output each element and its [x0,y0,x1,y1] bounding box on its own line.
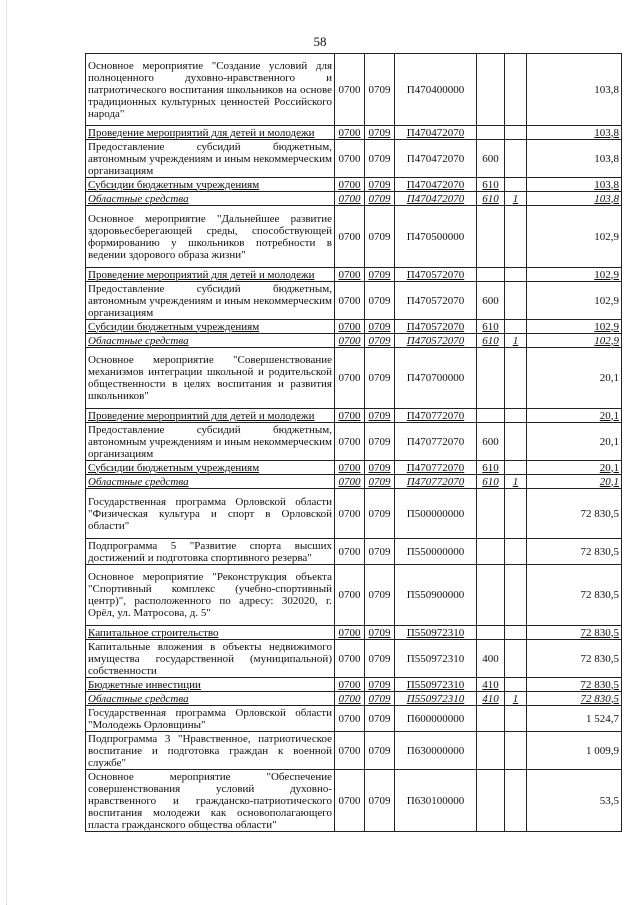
row-name: Основное мероприятие "Дальнейшее развитие здоровьесберегающей среды, способствующей формированию у школьников потребности в ведении здорового образа жизни" [86,206,335,268]
table-row [86,348,622,409]
row-name: Основное мероприятие "Совершенствование механизмов интеграции школьной и родительской общественности в целях воспитания и развития школьников" [86,348,335,409]
row-target-article: П470772070 [395,475,477,489]
row-name: Бюджетные инвестиции [86,678,335,692]
row-funding-source [505,489,527,539]
row-funding-source [505,268,527,282]
row-funding-source [505,565,527,626]
row-expense-type [477,489,505,539]
row-target-article: П470472070 [395,178,477,192]
table-row [86,626,622,640]
table-row [86,206,622,268]
table-row [86,282,622,320]
row-funding-source [505,678,527,692]
row-subsection: 0709 [365,539,395,565]
row-subsection: 0709 [365,678,395,692]
row-target-article: П550972310 [395,626,477,640]
row-section: 0700 [335,706,365,732]
row-subsection: 0709 [365,475,395,489]
row-target-article: П470572070 [395,334,477,348]
table-row [86,423,622,461]
row-subsection: 0709 [365,192,395,206]
table-row [86,461,622,475]
row-funding-source [505,732,527,770]
row-amount: 72 830,5 [527,640,622,678]
row-section: 0700 [335,539,365,565]
table-row [86,126,622,140]
row-funding-source [505,409,527,423]
row-target-article: П550972310 [395,640,477,678]
row-funding-source [505,206,527,268]
row-name: Субсидии бюджетным учреждениям [86,461,335,475]
row-target-article: П470772070 [395,423,477,461]
row-subsection: 0709 [365,640,395,678]
row-name: Предоставление субсидий бюджетным, автономным учреждениям и иным некоммерческим организациям [86,423,335,461]
table-row [86,539,622,565]
row-funding-source [505,126,527,140]
row-amount: 72 830,5 [527,678,622,692]
table-row [86,678,622,692]
row-funding-source [505,706,527,732]
row-section: 0700 [335,126,365,140]
row-target-article: П470772070 [395,461,477,475]
row-expense-type: 610 [477,461,505,475]
row-section: 0700 [335,320,365,334]
row-subsection: 0709 [365,268,395,282]
table-row [86,732,622,770]
row-expense-type [477,770,505,832]
row-amount: 102,9 [527,320,622,334]
row-funding-source [505,423,527,461]
row-name: Проведение мероприятий для детей и молодежи [86,409,335,423]
row-amount: 72 830,5 [527,692,622,706]
row-expense-type [477,565,505,626]
row-funding-source [505,461,527,475]
row-amount: 103,8 [527,192,622,206]
row-amount: 1 524,7 [527,706,622,732]
row-section: 0700 [335,54,365,126]
row-funding-source: 1 [505,692,527,706]
row-expense-type: 400 [477,640,505,678]
row-expense-type [477,348,505,409]
table-row [86,409,622,423]
row-target-article: П470400000 [395,54,477,126]
row-funding-source [505,178,527,192]
row-amount: 102,9 [527,282,622,320]
row-funding-source: 1 [505,334,527,348]
row-name: Субсидии бюджетным учреждениям [86,320,335,334]
row-name: Предоставление субсидий бюджетным, автономным учреждениям и иным некоммерческим организациям [86,140,335,178]
row-section: 0700 [335,626,365,640]
row-section: 0700 [335,206,365,268]
page-edge-shadow [6,0,9,905]
row-funding-source [505,626,527,640]
row-subsection: 0709 [365,178,395,192]
row-subsection: 0709 [365,409,395,423]
row-name: Областные средства [86,334,335,348]
row-target-article: П470572070 [395,320,477,334]
row-amount: 20,1 [527,409,622,423]
row-amount: 72 830,5 [527,489,622,539]
table-row [86,54,622,126]
row-target-article: П470472070 [395,192,477,206]
row-subsection: 0709 [365,423,395,461]
row-expense-type [477,54,505,126]
table-row [86,640,622,678]
row-expense-type: 600 [477,140,505,178]
row-expense-type [477,206,505,268]
row-section: 0700 [335,692,365,706]
row-target-article: П470472070 [395,140,477,178]
row-expense-type: 610 [477,320,505,334]
row-target-article: П500000000 [395,489,477,539]
row-section: 0700 [335,282,365,320]
row-expense-type [477,706,505,732]
row-expense-type: 410 [477,692,505,706]
row-amount: 72 830,5 [527,626,622,640]
table-row [86,706,622,732]
row-target-article: П550972310 [395,692,477,706]
row-subsection: 0709 [365,126,395,140]
row-amount: 103,8 [527,126,622,140]
row-funding-source [505,282,527,320]
row-subsection: 0709 [365,489,395,539]
table-row [86,192,622,206]
row-section: 0700 [335,192,365,206]
row-name: Проведение мероприятий для детей и молодежи [86,126,335,140]
row-name: Предоставление субсидий бюджетным, автономным учреждениям и иным некоммерческим организациям [86,282,335,320]
row-section: 0700 [335,770,365,832]
row-funding-source: 1 [505,475,527,489]
row-expense-type: 610 [477,192,505,206]
page-number: 58 [313,34,327,49]
row-funding-source: 1 [505,192,527,206]
table-row [86,770,622,832]
row-target-article: П470472070 [395,126,477,140]
row-target-article: П630000000 [395,732,477,770]
row-expense-type: 610 [477,178,505,192]
table-row [86,268,622,282]
row-subsection: 0709 [365,54,395,126]
row-funding-source [505,770,527,832]
budget-table [85,53,622,832]
row-amount: 20,1 [527,348,622,409]
row-name: Основное мероприятие "Создание условий для полноценного духовно-нравственного и патриотического воспитания школьников на основе традиционных культурных ценностей Российского народа" [86,54,335,126]
row-subsection: 0709 [365,732,395,770]
row-expense-type [477,126,505,140]
row-target-article: П470572070 [395,268,477,282]
row-section: 0700 [335,178,365,192]
row-expense-type: 410 [477,678,505,692]
table-row [86,320,622,334]
row-funding-source [505,140,527,178]
row-funding-source [505,54,527,126]
row-funding-source [505,539,527,565]
row-subsection: 0709 [365,461,395,475]
table-row [86,489,622,539]
row-target-article: П550900000 [395,565,477,626]
row-subsection: 0709 [365,334,395,348]
row-name: Капитальное строительство [86,626,335,640]
row-amount: 20,1 [527,423,622,461]
row-funding-source [505,320,527,334]
row-section: 0700 [335,334,365,348]
row-amount: 72 830,5 [527,565,622,626]
row-target-article: П470700000 [395,348,477,409]
row-name: Основное мероприятие "Реконструкция объекта "Спортивный комплекс (учебно-спортивный центр)", расположенного по адресу: 302020, г. Орёл, ул. Матросова, д. 5" [86,565,335,626]
row-amount: 102,9 [527,268,622,282]
row-section: 0700 [335,268,365,282]
row-amount: 102,9 [527,334,622,348]
row-target-article: П600000000 [395,706,477,732]
row-section: 0700 [335,640,365,678]
row-subsection: 0709 [365,206,395,268]
table-row [86,140,622,178]
row-amount: 20,1 [527,475,622,489]
row-expense-type [477,268,505,282]
table-row [86,334,622,348]
row-target-article: П550000000 [395,539,477,565]
row-amount: 103,8 [527,178,622,192]
row-target-article: П470572070 [395,282,477,320]
row-section: 0700 [335,423,365,461]
row-amount: 103,8 [527,54,622,126]
row-subsection: 0709 [365,282,395,320]
row-section: 0700 [335,475,365,489]
row-section: 0700 [335,732,365,770]
row-expense-type: 610 [477,475,505,489]
row-target-article: П550972310 [395,678,477,692]
row-target-article: П470772070 [395,409,477,423]
table-row [86,692,622,706]
row-section: 0700 [335,461,365,475]
row-section: 0700 [335,565,365,626]
row-subsection: 0709 [365,626,395,640]
row-name: Основное мероприятие "Обеспечение совершенствования условий духовно-нравственного и гражданско-патриотического воспитания молодежи как основополагающего пласта гражданского общества области" [86,770,335,832]
row-subsection: 0709 [365,348,395,409]
row-name: Государственная программа Орловской области "Физическая культура и спорт в Орловской области" [86,489,335,539]
row-expense-type [477,539,505,565]
row-amount: 102,9 [527,206,622,268]
row-expense-type: 610 [477,334,505,348]
table-row [86,475,622,489]
table-row [86,178,622,192]
row-amount: 72 830,5 [527,539,622,565]
row-subsection: 0709 [365,140,395,178]
row-subsection: 0709 [365,706,395,732]
row-target-article: П470500000 [395,206,477,268]
row-section: 0700 [335,409,365,423]
row-section: 0700 [335,678,365,692]
row-funding-source [505,640,527,678]
table-row [86,565,622,626]
row-amount: 20,1 [527,461,622,475]
row-section: 0700 [335,140,365,178]
row-expense-type: 600 [477,423,505,461]
row-subsection: 0709 [365,320,395,334]
row-section: 0700 [335,489,365,539]
row-section: 0700 [335,348,365,409]
row-subsection: 0709 [365,565,395,626]
row-expense-type [477,409,505,423]
row-name: Областные средства [86,192,335,206]
row-amount: 53,5 [527,770,622,832]
row-amount: 1 009,9 [527,732,622,770]
row-amount: 103,8 [527,140,622,178]
row-subsection: 0709 [365,692,395,706]
row-name: Подпрограмма 3 "Нравственное, патриотическое воспитание и подготовка граждан к военной службе" [86,732,335,770]
row-subsection: 0709 [365,770,395,832]
row-name: Капитальные вложения в объекты недвижимого имущества государственной (муниципальной) собственности [86,640,335,678]
row-name: Государственная программа Орловской области "Молодежь Орловщины" [86,706,335,732]
row-expense-type: 600 [477,282,505,320]
row-name: Областные средства [86,692,335,706]
row-target-article: П630100000 [395,770,477,832]
row-name: Проведение мероприятий для детей и молодежи [86,268,335,282]
row-expense-type [477,732,505,770]
row-name: Подпрограмма 5 "Развитие спорта высших достижений и подготовка спортивного резерва" [86,539,335,565]
row-expense-type [477,626,505,640]
row-name: Субсидии бюджетным учреждениям [86,178,335,192]
row-name: Областные средства [86,475,335,489]
row-funding-source [505,348,527,409]
